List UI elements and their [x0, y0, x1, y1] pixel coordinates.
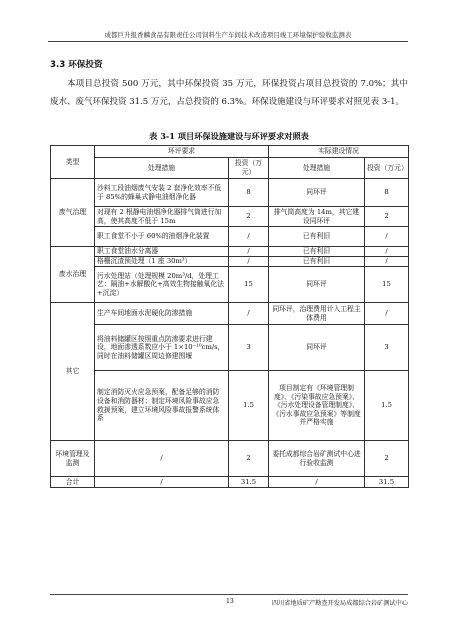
row-inv-actual: 1.5 — [365, 371, 409, 441]
header-investment-actual: 投资（万元） — [365, 158, 409, 179]
row-actual: 已有利旧 — [269, 257, 365, 267]
table-row — [51, 179, 409, 207]
row-inv-actual: / — [365, 257, 409, 267]
row-actual: 已有利旧 — [269, 227, 365, 247]
row-actual: / — [269, 477, 365, 488]
row-eia: 将油料储罐区按照重点防渗要求进行建设，地面渗透系数应小于 1×10⁻¹⁰cm/s，同时在油料储罐区周边修建围堰 — [95, 325, 229, 371]
row-inv: 15 — [229, 267, 269, 303]
table-header-row — [51, 146, 409, 158]
table-total-row — [51, 477, 409, 488]
row-inv-actual: 15 — [365, 267, 409, 303]
table-subheader-row — [51, 158, 409, 179]
row-actual: 委托成都综合岩矿测试中心进行验收监测 — [269, 441, 365, 477]
table-row — [51, 303, 409, 325]
table-row — [51, 247, 409, 257]
row-actual: 项目制定有《环境管理制度》、《污染事故应急预案》、《污水处理设备管理制度》、《污水事故应急预案》等制度并严格实施 — [269, 371, 365, 441]
table-row — [51, 257, 409, 267]
header-measures: 处理措施 — [95, 158, 229, 179]
header-investment: 投资（万元） — [229, 158, 269, 179]
footer-organization: 四川省地质矿产勘查开发局成都综合岩矿测试中心 — [271, 600, 408, 607]
row-actual: 同环评 — [269, 267, 365, 303]
row-actual: 已有利旧 — [269, 247, 365, 257]
page-footer — [50, 594, 408, 608]
row-eia: 生产车间地面水泥硬化防渗措施 — [95, 303, 229, 325]
row-inv-actual: / — [365, 303, 409, 325]
table-row — [51, 267, 409, 303]
table-caption: 表 3-1 项目环保设施建设与环评要求对照表 — [149, 131, 309, 141]
row-inv-actual: / — [365, 247, 409, 257]
row-eia: 职工食堂不小于 60%的油烟净化装置 — [95, 227, 229, 247]
header-eia: 环评要求 — [95, 146, 269, 158]
row-inv: 8 — [229, 179, 269, 207]
row-inv: / — [229, 227, 269, 247]
group-water: 废水治理 — [51, 247, 95, 303]
row-eia: 制定消防灭火应急预案，配备足够的消防设备和消防器材；制定环境风险事故应急救援预案，建立环境风险事故报警系统体系 — [95, 371, 229, 441]
row-eia: / — [95, 477, 229, 488]
table-row — [51, 325, 409, 371]
row-eia: 污水处理站（处理规模 20m³/d，处理工艺：隔油+水解酸化+高效生物接触氧化法+沉淀） — [95, 267, 229, 303]
row-inv: 1.5 — [229, 371, 269, 441]
body-paragraph: 本项目总投资 500 万元，其中环保投资 35 万元，环保投资占项目总投资的 7.0%；其中废水、废气环保投资 31.5 万元，占总投资的 6.3%。环保设施建设与环评要求对照见表 3-1。 — [50, 79, 408, 107]
row-inv-actual: 2 — [365, 441, 409, 477]
row-actual: 排气筒高度为 14m，其它建设同环评 — [269, 207, 365, 227]
table-row — [51, 441, 409, 477]
row-inv-actual: 31.5 — [365, 477, 409, 488]
group-monitor: 环境管理及监测 — [51, 441, 95, 477]
row-inv-actual: 8 — [365, 179, 409, 207]
environmental-investment-table — [50, 145, 409, 488]
row-eia: 沙料工段油烟废气安装 2 套净化效率不低于 85%的蜂巢式静电油烟净化器 — [95, 179, 229, 207]
row-inv-actual: / — [365, 227, 409, 247]
header-measures-actual: 处理措施 — [269, 158, 365, 179]
row-eia: 对现有 2 根静电油烟净化器排气筒进行加高，使其高度不低于 15m — [95, 207, 229, 227]
group-other: 其它 — [51, 303, 95, 441]
page-number: 13 — [226, 598, 234, 605]
row-inv: 3 — [229, 325, 269, 371]
header-type: 类型 — [51, 146, 95, 179]
group-gas: 废气治理 — [51, 179, 95, 247]
row-eia: 格栅沉渣预处理（1 座 30m³） — [95, 257, 229, 267]
row-inv: / — [229, 257, 269, 267]
row-inv: / — [229, 303, 269, 325]
row-inv-actual: 3 — [365, 325, 409, 371]
row-actual: 同环评 — [269, 179, 365, 207]
table-row — [51, 371, 409, 441]
row-inv: / — [229, 247, 269, 257]
page-header: 成都巨升报香麟食品有限责任公司饲料生产车间技术改造项目竣工环境保护验收监测表 — [48, 30, 408, 42]
row-inv-actual: 2 — [365, 207, 409, 227]
row-eia: / — [95, 441, 229, 477]
table-row — [51, 227, 409, 247]
row-inv: 2 — [229, 441, 269, 477]
section-title: 3.3 环保投资 — [50, 60, 103, 70]
row-actual: 同环评，治理费用计入工程主体费用 — [269, 303, 365, 325]
row-inv: 31.5 — [229, 477, 269, 488]
row-eia: 职工食堂油水分离器 — [95, 247, 229, 257]
group-total: 合计 — [51, 477, 95, 488]
header-actual: 实际建设情况 — [269, 146, 409, 158]
row-inv: 2 — [229, 207, 269, 227]
table-row — [51, 207, 409, 227]
row-actual: 同环评 — [269, 325, 365, 371]
